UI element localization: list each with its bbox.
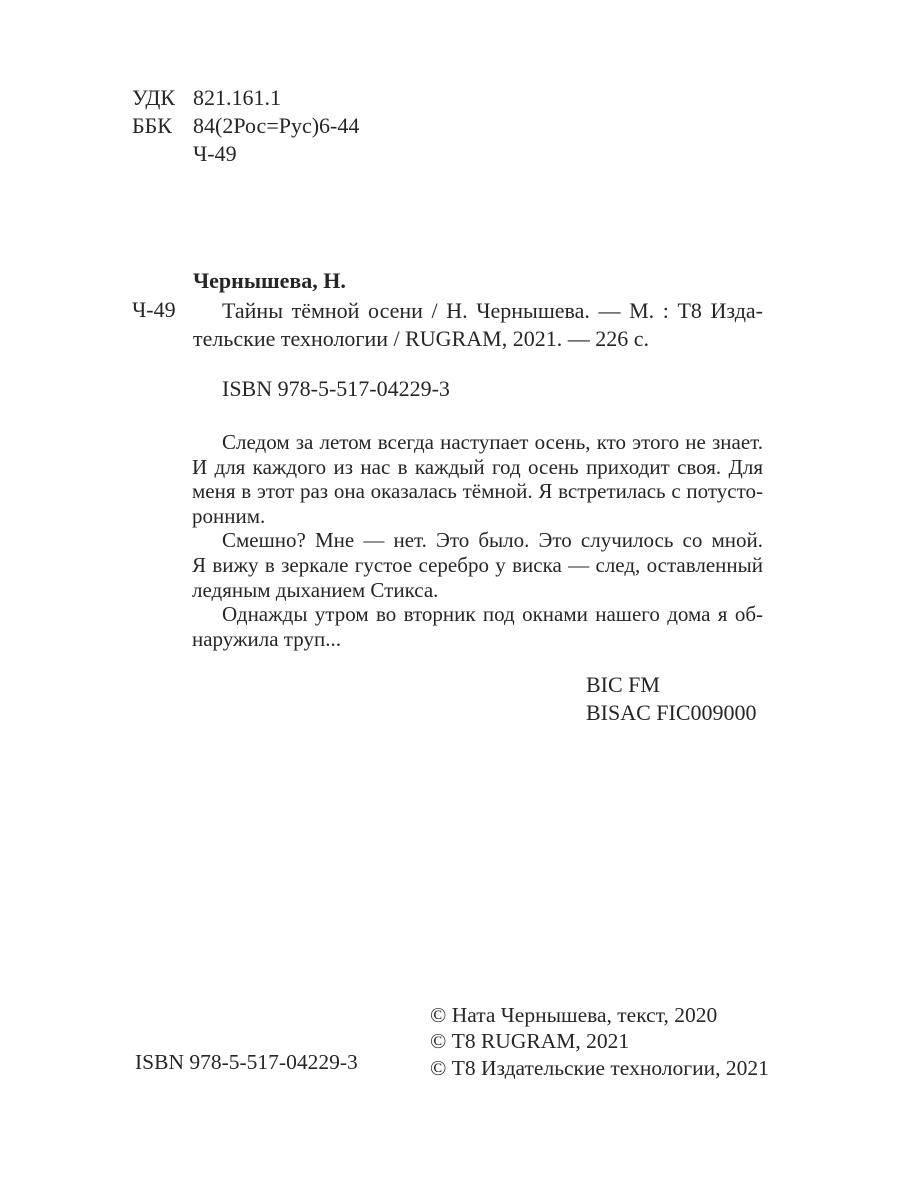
catalog-card-line-1: Тайны тёмной осени / Н. Чернышева. — М. : Т8 Изда-	[222, 298, 763, 323]
copyright-rugram-line: © Т8 RUGRAM, 2021	[430, 1029, 630, 1054]
bbk-value: 84(2Рос=Рус)6-44	[193, 113, 360, 138]
subject-codes-block	[586, 671, 757, 726]
annotation-line: меня в этот раз она оказалась тёмной. Я встретилась с потусто-	[192, 479, 763, 504]
annotation-line: Смешно? Мне — нет. Это было. Это случилось со мной.	[222, 528, 763, 553]
bic-code: BIC FM	[586, 672, 660, 697]
isbn-main: ISBN 978-5-517-04229-3	[222, 376, 450, 401]
annotation-paragraph-3	[192, 602, 763, 651]
copyright-publisher-line: © Т8 Издательские технологии, 2021	[430, 1055, 769, 1080]
udk-row	[132, 84, 359, 112]
bbk-label: ББК	[132, 113, 172, 138]
udk-label: УДК	[132, 85, 176, 110]
annotation-paragraph-2	[192, 528, 763, 602]
annotation-line: Я вижу в зеркале густое серебро у виска — след, оставленный	[192, 552, 763, 577]
isbn-footer: ISBN 978-5-517-04229-3	[135, 1050, 358, 1074]
catalog-card-author: Чернышева, Н.	[193, 268, 346, 293]
udk-value: 821.161.1	[193, 85, 281, 110]
copyright-block	[430, 1002, 769, 1081]
author-sign: Ч-49	[193, 141, 237, 166]
annotation-line: И для каждого из нас в каждый год осень приходит своя. Для	[192, 454, 763, 479]
catalog-card-line-2: тельские технологии / RUGRAM, 2021. — 226 с.	[193, 325, 649, 351]
catalog-card-code: Ч-49	[132, 297, 176, 322]
annotation-line: наружила труп...	[192, 626, 341, 651]
bisac-code: BISAC FIC009000	[586, 699, 757, 725]
annotation-line: ледяным дыханием Стикса.	[192, 577, 439, 602]
copyright-author-line: © Ната Чернышева, текст, 2020	[430, 1003, 718, 1027]
annotation-line: Однажды утром во вторник под окнами нашего дома я об-	[222, 602, 763, 627]
annotation-line: ронним.	[192, 503, 266, 528]
annotation-line: Следом за летом всегда наступает осень, кто этого не знает.	[222, 430, 763, 454]
author-sign-row	[132, 140, 359, 168]
classification-block	[132, 84, 359, 168]
annotation-block	[192, 430, 763, 651]
bbk-row	[132, 112, 359, 140]
annotation-paragraph-1	[192, 430, 763, 528]
catalog-card-description	[193, 297, 763, 352]
